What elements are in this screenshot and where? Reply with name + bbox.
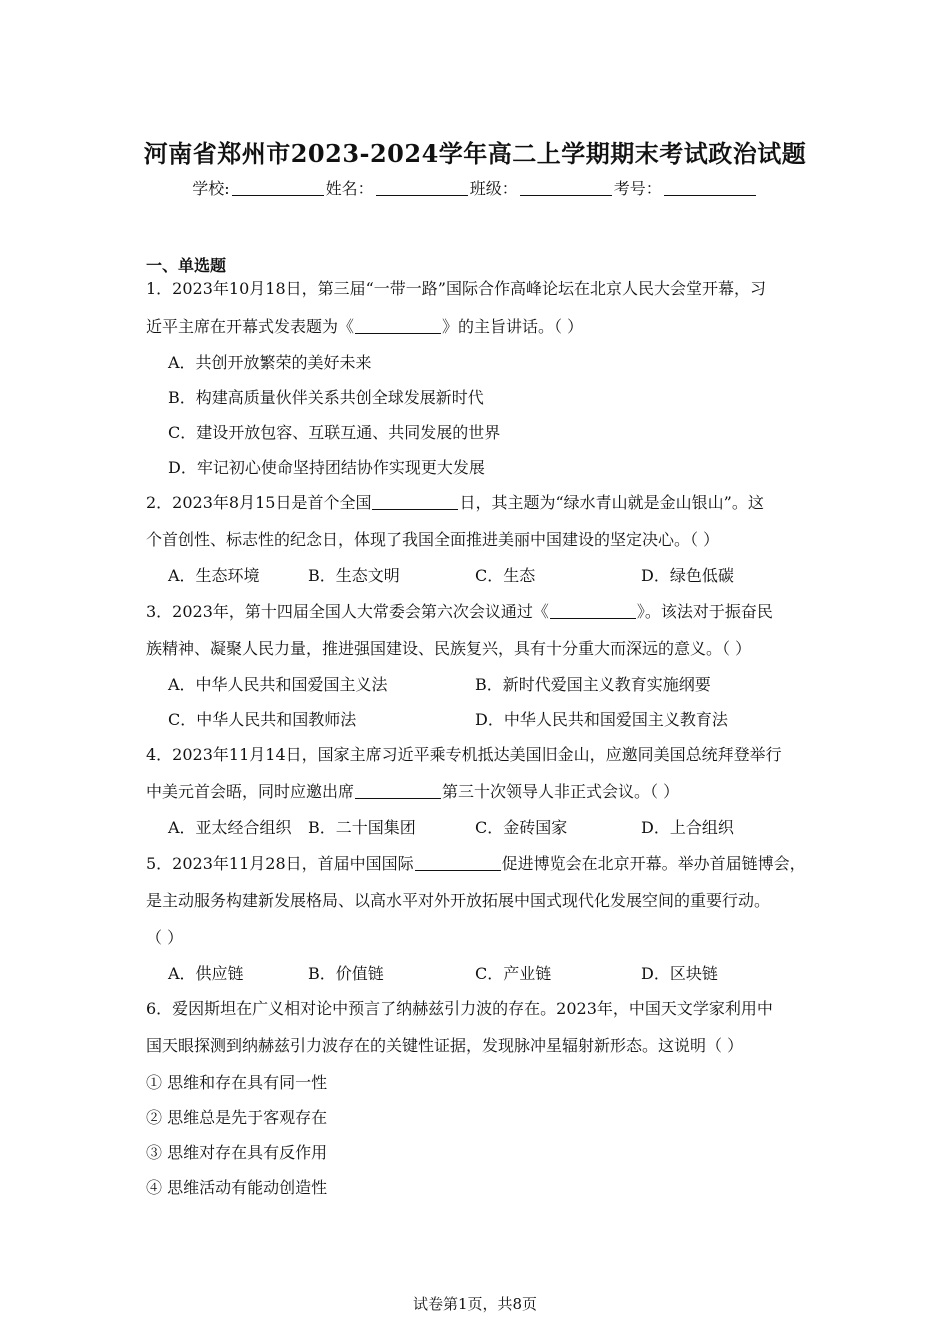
q3-option-b[interactable]: B．新时代爱国主义教育实施纲要: [475, 675, 711, 694]
q2-option-d[interactable]: D．绿色低碳: [641, 566, 734, 585]
q2-option-b[interactable]: B．生态文明: [308, 566, 400, 585]
q4-option-a[interactable]: A．亚太经合组织: [168, 818, 292, 837]
q1-option-a[interactable]: A．共创开放繁荣的美好未来: [168, 353, 372, 372]
q5-line1-pre: 5．2023年11月28日，首届中国国际: [146, 854, 414, 873]
q5-line3: （ ）: [146, 928, 184, 947]
q2-blank: [372, 495, 458, 510]
q3-option-c[interactable]: C．中华人民共和国教师法: [168, 710, 357, 729]
q5-option-c[interactable]: C．产业链: [475, 964, 552, 983]
section-title: 一、单选题: [146, 256, 227, 275]
q6-statement-4: ④ 思维活动有能动创造性: [146, 1178, 328, 1197]
q3-line1-post: 》。该法对于振奋民: [636, 602, 773, 621]
q5-option-d[interactable]: D．区块链: [641, 964, 718, 983]
q5-line1: [146, 851, 806, 874]
q6-line2: 国天眼探测到纳赫兹引力波存在的关键性证据，发现脉冲星辐射新形态。这说明（ ）: [146, 1036, 744, 1055]
q2-option-c[interactable]: C．生态: [475, 566, 536, 585]
exam-number-label: 考号：: [613, 179, 662, 198]
q6-statement-1: ① 思维和存在具有同一性: [146, 1073, 328, 1092]
q5-blank: [415, 856, 501, 871]
q4-option-b[interactable]: B．二十国集团: [308, 818, 416, 837]
q2-line1: [146, 490, 764, 513]
q1-line1: 1．2023年10月18日，第三届“一带一路”国际合作高峰论坛在北京人民大会堂开幕，习: [146, 279, 766, 298]
q2-line2: 个首创性、标志性的纪念日，体现了我国全面推进美丽中国建设的坚定决心。（ ）: [146, 530, 720, 549]
q2-option-a[interactable]: A．生态环境: [168, 566, 260, 585]
q3-option-d[interactable]: D．中华人民共和国爱国主义教育法: [475, 710, 728, 729]
q1-option-b[interactable]: B．构建高质量伙伴关系共创全球发展新时代: [168, 388, 484, 407]
class-blank[interactable]: [520, 181, 612, 196]
exam-number-blank[interactable]: [664, 181, 756, 196]
q4-line2-post: 第三十次领导人非正式会议。（ ）: [442, 782, 680, 801]
q1-blank: [355, 319, 441, 334]
q1-line2-pre: 近平主席在开幕式发表题为《: [146, 317, 355, 336]
q5-option-a[interactable]: A．供应链: [168, 964, 244, 983]
q1-line2: [146, 314, 583, 337]
school-label: 学校:: [192, 179, 230, 198]
q1-option-d[interactable]: D．牢记初心使命坚持团结协作实现更大发展: [168, 458, 485, 477]
q4-line2: [146, 779, 679, 802]
q3-line1-pre: 3．2023年，第十四届全国人大常委会第六次会议通过《: [146, 602, 549, 621]
q4-blank: [355, 784, 441, 799]
q4-option-d[interactable]: D．上合组织: [641, 818, 734, 837]
name-label: 姓名：: [325, 179, 374, 198]
q5-line2: 是主动服务构建新发展格局、以高水平对外开放拓展中国式现代化发展空间的重要行动。: [146, 891, 771, 910]
q5-option-b[interactable]: B．价值链: [308, 964, 384, 983]
q2-line1-pre: 2．2023年8月15日是首个全国: [146, 493, 372, 512]
q3-option-a[interactable]: A．中华人民共和国爱国主义法: [168, 675, 388, 694]
q4-line1: 4．2023年11月14日，国家主席习近平乘专机抵达美国旧金山，应邀同美国总统拜登举行: [146, 745, 782, 764]
q4-line2-pre: 中美元首会晤，同时应邀出席: [146, 782, 355, 801]
q6-statement-3: ③ 思维对存在具有反作用: [146, 1143, 328, 1162]
q6-line1: 6．爱因斯坦在广义相对论中预言了纳赫兹引力波的存在。2023年，中国天文学家利用中: [146, 999, 773, 1018]
q1-option-c[interactable]: C．建设开放包容、互联互通、共同发展的世界: [168, 423, 501, 442]
student-info-line: [0, 176, 950, 199]
q2-line1-post: 日，其主题为“绿水青山就是金山银山”。这: [459, 493, 764, 512]
q1-line2-post: 》的主旨讲话。（ ）: [442, 317, 584, 336]
page-footer: 试卷第1页，共8页: [412, 1295, 538, 1313]
class-label: 班级：: [469, 179, 518, 198]
q3-line1: [146, 599, 773, 622]
q3-line2: 族精神、凝聚人民力量，推进强国建设、民族复兴，具有十分重大而深远的意义。（ ）: [146, 639, 752, 658]
q6-statement-2: ② 思维总是先于客观存在: [146, 1108, 328, 1127]
q5-line1-post: 促进博览会在北京开幕。举办首届链博会，: [501, 854, 806, 873]
name-blank[interactable]: [376, 181, 468, 196]
school-blank[interactable]: [232, 181, 324, 196]
q3-blank: [550, 604, 636, 619]
page-title: 河南省郑州市2023-2024学年高二上学期期末考试政治试题: [143, 139, 807, 168]
q4-option-c[interactable]: C．金砖国家: [475, 818, 568, 837]
